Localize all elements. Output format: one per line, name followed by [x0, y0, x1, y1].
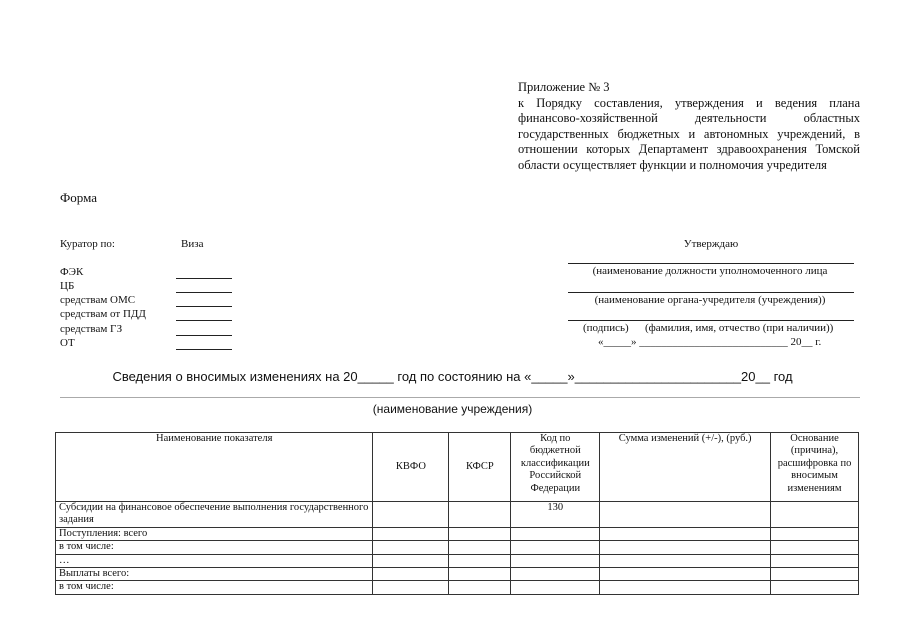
institution-caption: (наименование учреждения) [372, 402, 533, 416]
table-row [56, 541, 859, 554]
position-line [568, 263, 854, 264]
visa-line-pdd [176, 320, 232, 321]
header-kvfo: КВФО [373, 433, 449, 502]
appendix-block [518, 80, 860, 174]
curator-label: Куратор по: [60, 238, 115, 250]
organ-caption: (наименование органа-учредителя (учреждения)) [594, 294, 826, 306]
signature-caption: (подпись) [583, 322, 629, 334]
row-code [511, 541, 600, 554]
appendix-title: Приложение № 3 [518, 80, 610, 94]
visa-line-fek [176, 278, 232, 279]
row-reason-cell [771, 502, 859, 528]
row-sum-cell [600, 527, 771, 540]
visa-line-cb [176, 292, 232, 293]
form-label: Форма [60, 190, 97, 205]
curator-item-cb: ЦБ [60, 280, 75, 292]
fio-caption: (фамилия, имя, отчество (при наличии)) [645, 322, 834, 334]
visa-line-ot [176, 349, 232, 350]
row-code [511, 581, 600, 594]
curator-item-pdd: средствам от ПДД [60, 308, 146, 320]
header-change-sum: Сумма изменений (+/-), (руб.) [600, 433, 771, 502]
row-code: 130 [511, 502, 600, 528]
row-code [511, 554, 600, 567]
curator-item-fek: ФЭК [60, 266, 84, 278]
visa-line-oms [176, 306, 232, 307]
organ-line [568, 292, 854, 293]
appendix-body: к Порядку составления, утверждения и ведения плана финансово-хозяйственной деятельности областных государственных бюджетных и автономных учреждений, в отношении которых Департамент здравоохранения Томской области осуществляет функции и полномочия учредителя [518, 95, 860, 172]
table-header-row [56, 433, 859, 502]
row-kvfo-cell [373, 527, 449, 540]
row-reason-cell [771, 527, 859, 540]
row-kfsr-cell [449, 502, 511, 528]
row-code [511, 568, 600, 581]
visa-line-gz [176, 335, 232, 336]
row-code [511, 527, 600, 540]
row-reason-cell [771, 541, 859, 554]
table-row [56, 581, 859, 594]
date-line: «_____» ___________________________ 20__ г. [598, 336, 822, 348]
row-reason-cell [771, 554, 859, 567]
row-name: в том числе: [56, 581, 373, 594]
approve-title: Утверждаю [683, 238, 739, 250]
position-caption: (наименование должности уполномоченного лица [592, 265, 828, 277]
row-kvfo-cell [373, 554, 449, 567]
row-name: Поступления: всего [56, 527, 373, 540]
curator-item-gz: средствам ГЗ [60, 323, 123, 335]
institution-line [60, 397, 860, 398]
row-kfsr-cell [449, 527, 511, 540]
row-kfsr-cell [449, 568, 511, 581]
row-sum-cell [600, 554, 771, 567]
row-kfsr-cell [449, 554, 511, 567]
changes-heading: Сведения о вносимых изменениях на 20_____ год по состоянию на «_____»_______________________20__ год [112, 369, 793, 384]
header-indicator: Наименование показателя [56, 433, 373, 502]
table-row [56, 568, 859, 581]
row-kfsr-cell [449, 581, 511, 594]
row-kfsr-cell [449, 541, 511, 554]
row-kvfo-cell [373, 502, 449, 528]
row-reason-cell [771, 568, 859, 581]
table-row [56, 527, 859, 540]
row-name: … [56, 554, 373, 567]
row-sum-cell [600, 581, 771, 594]
row-sum-cell [600, 541, 771, 554]
changes-table [55, 432, 859, 595]
curator-item-oms: средствам ОМС [60, 294, 136, 306]
signature-line [568, 320, 854, 321]
table-row [56, 554, 859, 567]
row-kvfo-cell [373, 568, 449, 581]
row-name: Субсидии на финансовое обеспечение выполнения государственного задания [56, 502, 373, 528]
header-reason: Основание (причина), расшифровка по вносимым изменениям [771, 433, 859, 502]
table-row [56, 502, 859, 528]
row-name: Выплаты всего: [56, 568, 373, 581]
row-kvfo-cell [373, 581, 449, 594]
row-kvfo-cell [373, 541, 449, 554]
row-sum-cell [600, 502, 771, 528]
row-reason-cell [771, 581, 859, 594]
header-kfsr: КФСР [449, 433, 511, 502]
visa-label: Виза [181, 238, 204, 250]
curator-item-ot: ОТ [60, 337, 75, 349]
row-name: в том числе: [56, 541, 373, 554]
row-sum-cell [600, 568, 771, 581]
header-budget-code: Код по бюджетной классификации Российской Федерации [511, 433, 600, 502]
